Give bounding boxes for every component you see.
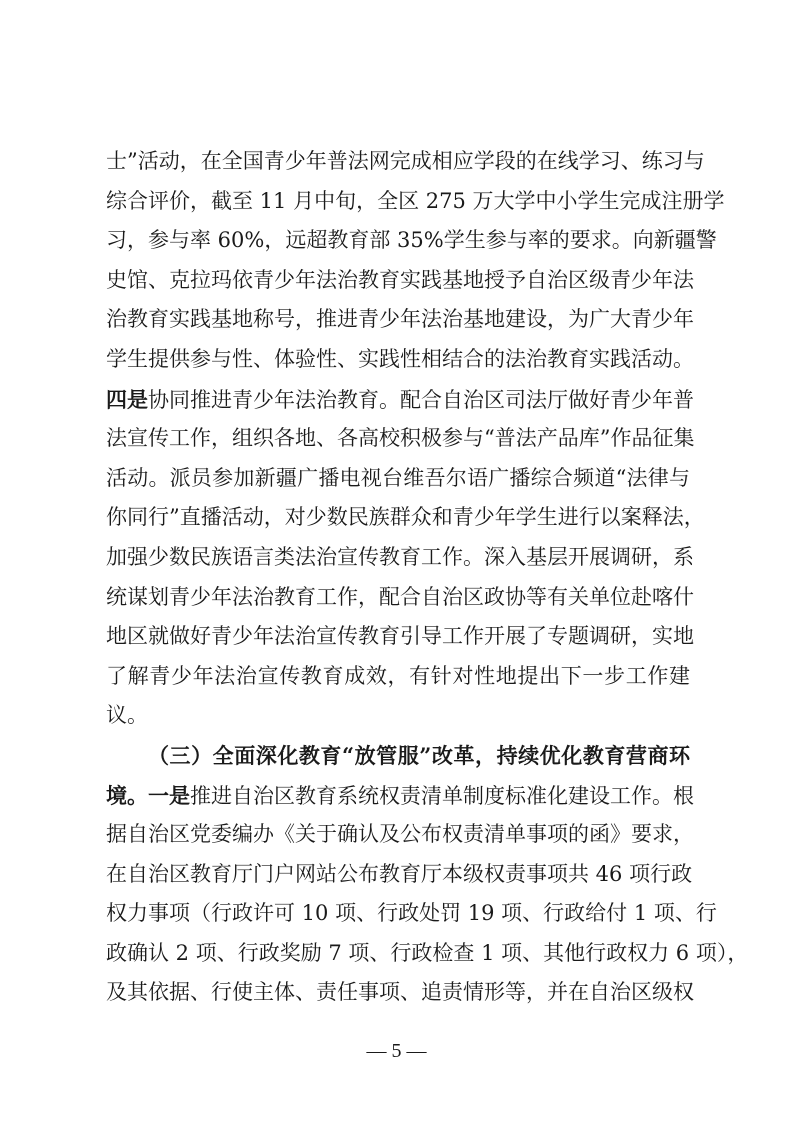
text-line: 史馆、克拉玛依青少年法治教育实践基地授予自治区级青少年法 <box>106 267 694 292</box>
text-line: 了解青少年法治宣传教育成效，有针对性地提出下一步工作建 <box>106 663 690 688</box>
text-line: 治教育实践基地称号，推进青少年法治基地建设，为广大青少年 <box>106 307 694 332</box>
text-line: 法宣传工作，组织各地、各高校积极参与“普法产品库”作品征集 <box>106 426 695 451</box>
text-line: 士”活动，在全国青少年普法网完成相应学段的在线学习、练习与 <box>106 149 705 173</box>
text-line <box>106 380 694 420</box>
text-line: 习，参与率 60%，远超教育部 35%学生参与率的要求。向新疆警 <box>106 228 717 253</box>
document-body <box>106 142 749 1013</box>
text-line: 及其依据、行使主体、责任事项、追责情形等，并在自治区级权 <box>106 980 694 1005</box>
page-number: — 5 — <box>366 1040 427 1062</box>
text-line: 加强少数民族语言类法治宣传教育工作。深入基层开展调研，系 <box>106 544 694 569</box>
text-line: 学生提供参与性、体验性、实践性相结合的法治教育实践活动。 <box>106 346 694 371</box>
text-line: 在自治区教育厅门户网站公布教育厅本级权责事项共 46 项行政 <box>106 861 693 886</box>
text-line <box>106 776 694 816</box>
section-heading-continuation: 境。一是 <box>106 782 190 808</box>
text-line: 政确认 2 项、行政奖励 7 项、行政检查 1 项、其他行政权力 6 项）， <box>106 940 749 965</box>
section-heading: （三）全面深化教育“放管服”改革，持续优化教育营商环 <box>148 742 690 768</box>
text-line: 地区就做好青少年法治宣传教育引导工作开展了专题调研，实地 <box>106 624 694 649</box>
bold-lead: 四是 <box>106 386 148 412</box>
text-run: 协同推进青少年法治教育。配合自治区司法厅做好青少年普 <box>148 387 694 412</box>
text-line: 你同行”直播活动，对少数民族群众和青少年学生进行以案释法， <box>106 505 705 530</box>
text-line: 统谋划青少年法治教育工作，配合自治区政协等有关单位赴喀什 <box>106 584 694 609</box>
text-line: 活动。派员参加新疆广播电视台维吾尔语广播综合频道“法律与 <box>106 465 690 490</box>
text-line: 据自治区党委编办《关于确认及公布权责清单事项的函》要求， <box>106 822 694 847</box>
text-line: 议。 <box>106 703 148 728</box>
text-line: 权力事项（行政许可 10 项、行政处罚 19 项、行政给付 1 项、行 <box>106 901 717 926</box>
text-line: 综合评价，截至 11 月中旬，全区 275 万大学中小学生完成注册学 <box>106 188 725 213</box>
text-run: 推进自治区教育系统权责清单制度标准化建设工作。根 <box>190 783 694 808</box>
